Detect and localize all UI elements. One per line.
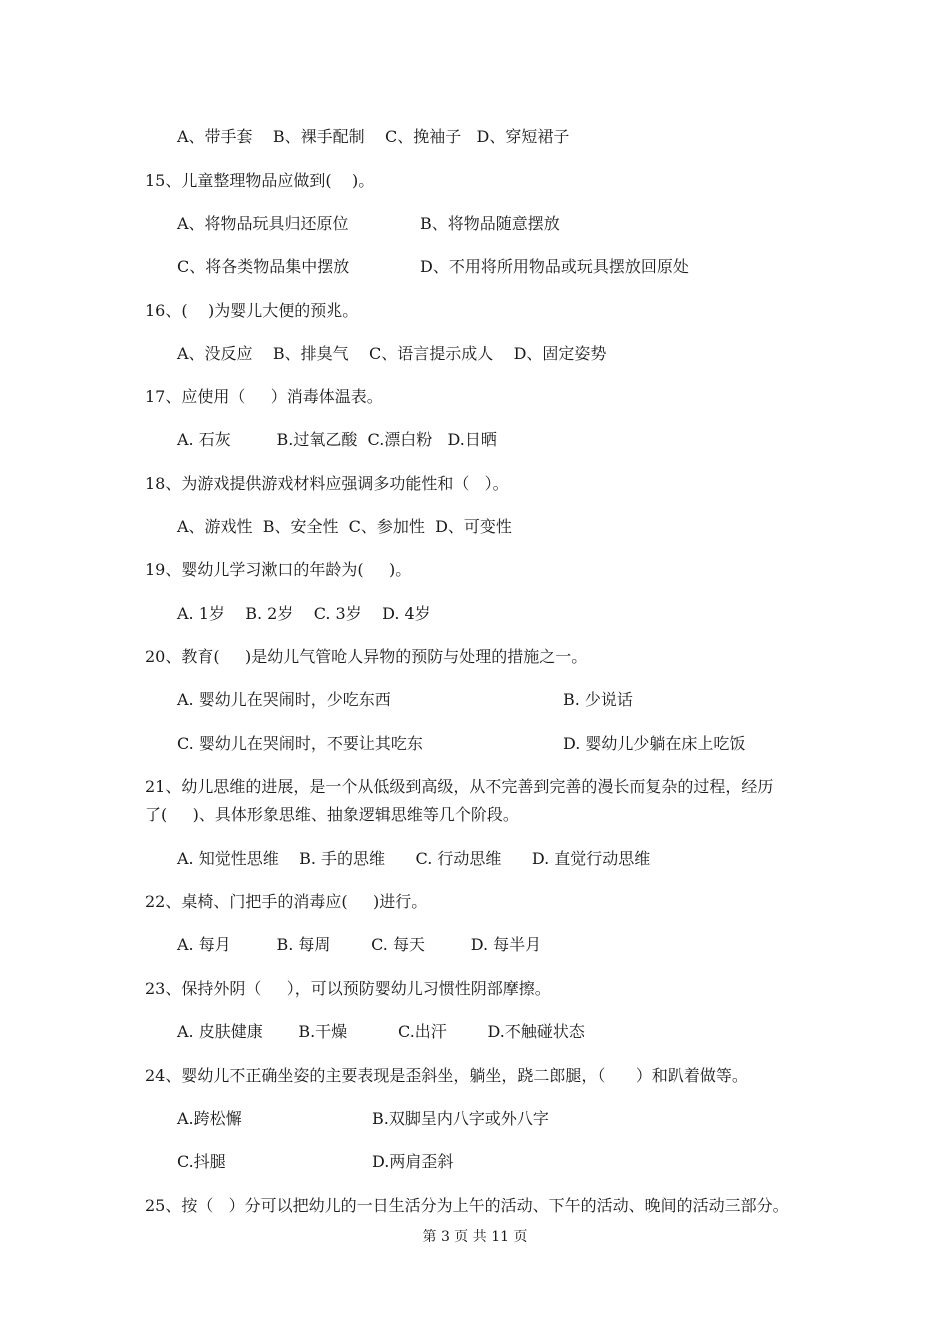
q24-option-d: D.两肩歪斜 xyxy=(372,1152,454,1171)
q20-stem: 20、教育( )是幼儿气管呛人异物的预防与处理的措施之一。 xyxy=(145,647,588,666)
q23-options: A. 皮肤健康 B.干燥 C.出汗 D.不触碰状态 xyxy=(177,1022,585,1041)
q19-stem: 19、婴幼儿学习漱口的年龄为( )。 xyxy=(145,560,412,579)
q14-options: A、带手套 B、裸手配制 C、挽袖子 D、穿短裙子 xyxy=(177,127,570,146)
q20-option-a: A. 婴幼儿在哭闹时，少吃东西 xyxy=(177,690,391,709)
q21-stem-line1: 21、幼儿思维的进展，是一个从低级到高级，从不完善到完善的漫长而复杂的过程，经历 xyxy=(145,777,774,796)
q21-options: A. 知觉性思维 B. 手的思维 C. 行动思维 D. 直觉行动思维 xyxy=(177,849,651,868)
q18-stem: 18、为游戏提供游戏材料应强调多功能性和（ ）。 xyxy=(145,474,509,493)
q19-options: A. 1岁 B. 2岁 C. 3岁 D. 4岁 xyxy=(177,604,431,623)
q15-option-d: D、不用将所用物品或玩具摆放回原处 xyxy=(420,257,689,276)
q24-option-c: C.抖腿 xyxy=(177,1152,226,1171)
q25-stem: 25、按（ ）分可以把幼儿的一日生活分为上午的活动、下午的活动、晚间的活动三部分。 xyxy=(145,1196,789,1215)
q18-options: A、游戏性 B、安全性 C、参加性 D、可变性 xyxy=(177,517,512,536)
q17-stem: 17、应使用（ ）消毒体温表。 xyxy=(145,387,383,406)
q16-stem: 16、( )为婴儿大便的预兆。 xyxy=(145,301,359,320)
q22-stem: 22、桌椅、门把手的消毒应( )进行。 xyxy=(145,892,428,911)
q20-option-b: B. 少说话 xyxy=(563,690,633,709)
q24-stem: 24、婴幼儿不正确坐姿的主要表现是歪斜坐，躺坐，跷二郎腿，（ ）和趴着做等。 xyxy=(145,1066,748,1085)
q15-stem: 15、儿童整理物品应做到( )。 xyxy=(145,171,375,190)
q20-option-d: D. 婴幼儿少躺在床上吃饭 xyxy=(563,734,746,753)
q15-option-a: A、将物品玩具归还原位 xyxy=(177,214,349,233)
q15-option-c: C、将各类物品集中摆放 xyxy=(177,257,350,276)
q15-option-b: B、将物品随意摆放 xyxy=(420,214,560,233)
q16-options: A、没反应 B、排臭气 C、语言提示成人 D、固定姿势 xyxy=(177,344,607,363)
q22-options: A. 每月 B. 每周 C. 每天 D. 每半月 xyxy=(177,935,542,954)
q21-stem-line2: 了( )、具体形象思维、抽象逻辑思维等几个阶段。 xyxy=(145,805,519,824)
q17-options: A. 石灰 B.过氧乙酸 C.漂白粉 D.日晒 xyxy=(177,430,497,449)
q23-stem: 23、保持外阴（ ），可以预防婴幼儿习惯性阴部摩擦。 xyxy=(145,979,551,998)
q24-option-b: B.双脚呈内八字或外八字 xyxy=(372,1109,549,1128)
q20-option-c: C. 婴幼儿在哭闹时，不要让其吃东 xyxy=(177,734,423,753)
page-number-footer: 第 3 页 共 11 页 xyxy=(422,1229,528,1245)
q24-option-a: A.跨松懈 xyxy=(177,1109,242,1128)
